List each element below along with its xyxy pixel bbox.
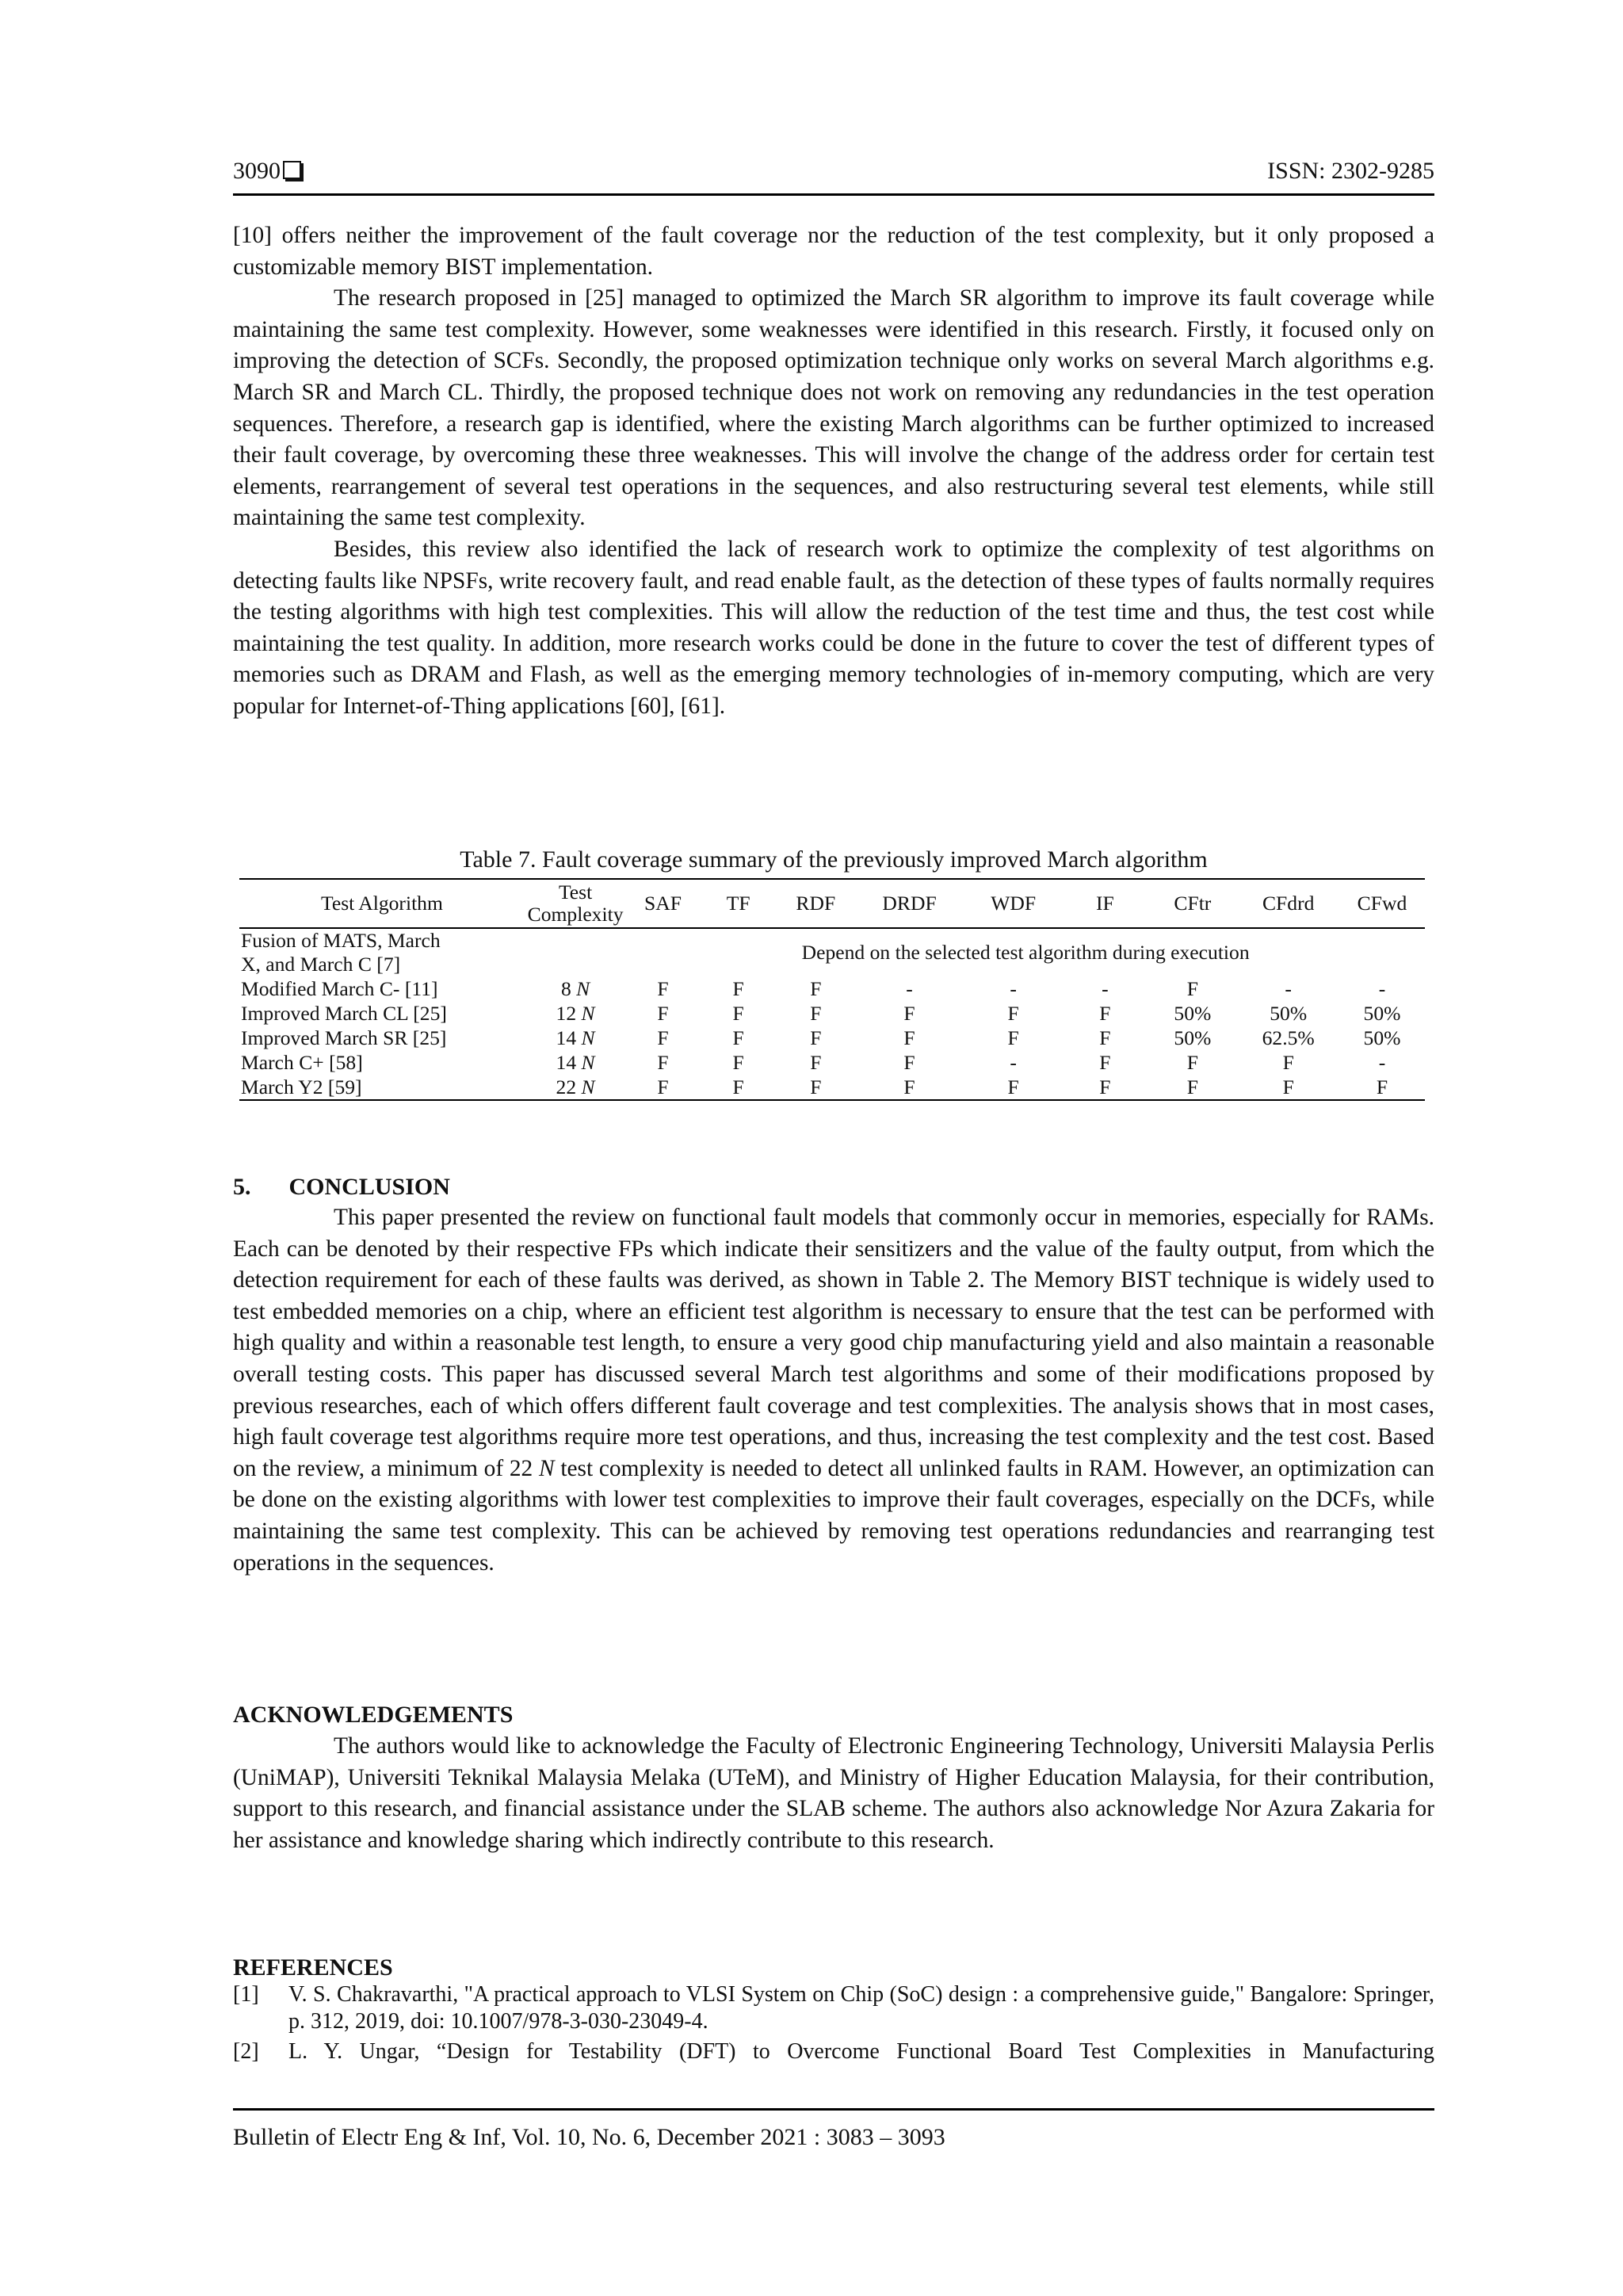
table-caption: Table 7. Fault coverage summary of the previously improved March algorithm [460, 846, 1208, 873]
cell-algorithm: March C+ [58] [241, 1050, 363, 1074]
cell-drdf: F [903, 1075, 915, 1098]
page-footer: Bulletin of Electr Eng & Inf, Vol. 10, No. 6, December 2021 : 3083 – 3093 [233, 2108, 1434, 2153]
cell-if: F [1099, 1001, 1111, 1025]
cell-tf: F [732, 976, 744, 1000]
cell-complexity: 14 N [556, 1050, 595, 1074]
header-saf: SAF [644, 892, 682, 915]
cell-saf: F [657, 1075, 669, 1098]
cell-cftr: F [1186, 976, 1198, 1000]
cell-cfwd: 50% [1363, 1001, 1401, 1025]
cell-algorithm: Improved March CL [25] [241, 1001, 447, 1025]
table-row [239, 976, 1425, 1001]
header-cfdrd: CFdrd [1262, 892, 1315, 915]
header-drdf: DRDF [882, 892, 937, 915]
cell-cfdrd: F [1282, 1050, 1294, 1074]
header-rdf: RDF [796, 892, 836, 915]
cell-saf: F [657, 976, 669, 1000]
table-row [239, 1050, 1425, 1075]
cell-tf: F [732, 1075, 744, 1098]
cell-rdf: F [810, 976, 822, 1000]
reference-item-1: [1] V. S. Chakravarthi, "A practical approach to VLSI System on Chip (SoC) design : a comprehensive guide," Bangalore: Springer, p. 312, 2019, doi: 10.1007/978-3-030-23049-4. [233, 1982, 1434, 2034]
cell-complexity: 12 N [556, 1001, 595, 1025]
cell-algorithm: Improved March SR [25] [241, 1026, 447, 1049]
cell-cftr: F [1186, 1075, 1198, 1098]
cell-cfwd: 50% [1363, 1026, 1401, 1049]
cell-cfwd: F [1376, 1075, 1388, 1098]
paragraph-1: [10] offers neither the improvement of the fault coverage nor the reduction of the test complexity, but it only proposed a customizable memory BIST implementation. [233, 223, 1434, 280]
header-test-complexity: Test Complexity [527, 881, 624, 926]
reference-item-2: [2] L. Y. Ungar, “Design for Testability (DFT) to Overcome Functional Board Test Complexities in Manufacturing [233, 2039, 1434, 2064]
header-if: IF [1095, 892, 1114, 915]
cell-saf: F [657, 1001, 669, 1025]
cell-wdf: F [1007, 1075, 1019, 1098]
cell-wdf: - [1010, 976, 1017, 1000]
acknowledgements-body [233, 1731, 1434, 1856]
cell-tf: F [732, 1001, 744, 1025]
cell-if: F [1099, 1075, 1111, 1098]
body-text-top [233, 220, 1434, 723]
cell-rdf: F [810, 1001, 822, 1025]
paragraph-2: The research proposed in [25] managed to optimized the March SR algorithm to improve its fault coverage while maintaining the same test complexity. However, some weaknesses were identified in this research. Firstly, it focused only on improving the detection of SCFs. Secondly, the proposed optimization technique only works on several March algorithms e.g. March SR and March CL. Thirdly, the proposed technique does not work on removing any redundancies in the test operation sequences. Therefore, a research gap is identified, where the existing March algorithms can be further optimized to increased their fault coverage, by overcoming these three weaknesses. This will involve the change of the address order for certain test elements, rearrangement of several test operations in the sequences, and also restructuring several test elements, while still maintaining the same test complexity. [233, 285, 1434, 531]
cell-saf: F [657, 1026, 669, 1049]
header-tf: TF [726, 892, 750, 915]
cell-tf: F [732, 1050, 744, 1074]
cell-tf: F [732, 1026, 744, 1049]
cell-cfdrd: 62.5% [1262, 1026, 1315, 1049]
cell-cfdrd: F [1282, 1075, 1294, 1098]
cell-wdf: F [1007, 1026, 1019, 1049]
page-number: 3090 [233, 155, 301, 187]
cell-drdf: F [903, 1050, 915, 1074]
fault-coverage-table [239, 878, 1425, 1101]
cell-fusion-note: Depend on the selected test algorithm during execution [801, 941, 1250, 964]
cell-complexity: 14 N [556, 1026, 595, 1049]
cell-algorithm: Fusion of MATS, March X, and March C [7] [241, 929, 441, 976]
acknowledgements-paragraph: The authors would like to acknowledge the Faculty of Electronic Engineering Technology, Universiti Malaysia Perlis (UniMAP), Universiti Teknikal Malaysia Melaka (UTeM), and Ministry of Higher Education Malaysia, for their contribution, support to this research, and financial assistance under the SLAB scheme. The authors also acknowledge Nor Azura Zakaria for her assistance and knowledge sharing which indirectly contribute to this research. [233, 1733, 1434, 1853]
issn-label: ISSN: 2302-9285 [1267, 158, 1434, 184]
acknowledgements-heading: ACKNOWLEDGEMENTS [233, 1702, 514, 1728]
conclusion-heading: 5. CONCLUSION [233, 1174, 450, 1200]
cell-cfdrd: - [1285, 976, 1292, 1000]
header-cftr: CFtr [1174, 892, 1212, 915]
cell-if: F [1099, 1050, 1111, 1074]
square-bullet-icon [283, 161, 301, 179]
cell-rdf: F [810, 1075, 822, 1098]
cell-cfwd: - [1378, 976, 1386, 1000]
cell-cfdrd: 50% [1270, 1001, 1308, 1025]
cell-complexity: 8 N [560, 976, 590, 1000]
header-cfwd: CFwd [1357, 892, 1407, 915]
cell-rdf: F [810, 1026, 822, 1049]
table-row [239, 1026, 1425, 1050]
cell-wdf: - [1010, 1050, 1017, 1074]
header-wdf: WDF [991, 892, 1037, 915]
page-header [233, 155, 1434, 196]
cell-rdf: F [810, 1050, 822, 1074]
cell-drdf: - [906, 976, 913, 1000]
cell-drdf: F [903, 1026, 915, 1049]
cell-if: - [1102, 976, 1109, 1000]
table-row [239, 1075, 1425, 1100]
cell-algorithm: Modified March C- [11] [241, 976, 438, 1000]
cell-cftr: F [1186, 1050, 1198, 1074]
table-header-row [239, 879, 1425, 928]
cell-complexity: 22 N [556, 1075, 595, 1098]
cell-cftr: 50% [1174, 1026, 1212, 1049]
header-test-algorithm: Test Algorithm [320, 892, 443, 915]
cell-saf: F [657, 1050, 669, 1074]
conclusion-paragraph: This paper presented the review on functional fault models that commonly occur in memories, especially for RAMs. Each can be denoted by their respective FPs which indicate their sensitizers and the value of the faulty output, from which the detection requirement for each of these faults was derived, as shown in Table 2. The Memory BIST technique is widely used to test embedded memories on a chip, where an efficient test algorithm is necessary to ensure that the test can be performed with high quality and within a reasonable test length, to ensure a very good chip manufacturing yield and also maintain a reasonable overall testing costs. This paper has discussed several March test algorithms and some of their modifications proposed by previous researches, each of which offers different fault coverage and test complexities. The analysis shows that in most cases, high fault coverage test algorithms require more test operations, and thus, increasing the test complexity and the test cost. Based on the review, a minimum of 22 N test complexity is needed to detect all unlinked faults in RAM. However, an optimization can be done on the existing algorithms with lower test complexities to improve their fault coverages, especially on the DCFs, while maintaining the same test complexity. This can be achieved by removing test operations redundancies and rearranging test operations in the sequences. [233, 1205, 1434, 1576]
cell-cftr: 50% [1174, 1001, 1212, 1025]
cell-wdf: F [1007, 1001, 1019, 1025]
cell-if: F [1099, 1026, 1111, 1049]
cell-algorithm: March Y2 [59] [241, 1075, 362, 1098]
cell-cfwd: - [1378, 1050, 1386, 1074]
conclusion-body [233, 1202, 1434, 1579]
table-row [239, 1001, 1425, 1026]
cell-drdf: F [903, 1001, 915, 1025]
paragraph-3: Besides, this review also identified the lack of research work to optimize the complexity of test algorithms on detecting faults like NPSFs, write recovery fault, and read enable fault, as the detection of these types of faults normally requires the testing algorithms with high test complexities. This will allow the reduction of the test time and thus, the test cost while maintaining the test quality. In addition, more research works could be done in the future to cover the test of different types of memories such as DRAM and Flash, as well as the emerging memory technologies of in-memory computing, which are very popular for Internet-of-Thing applications [60], [61]. [233, 536, 1434, 719]
table-row [239, 928, 1425, 976]
references-heading: REFERENCES [233, 1954, 393, 1981]
